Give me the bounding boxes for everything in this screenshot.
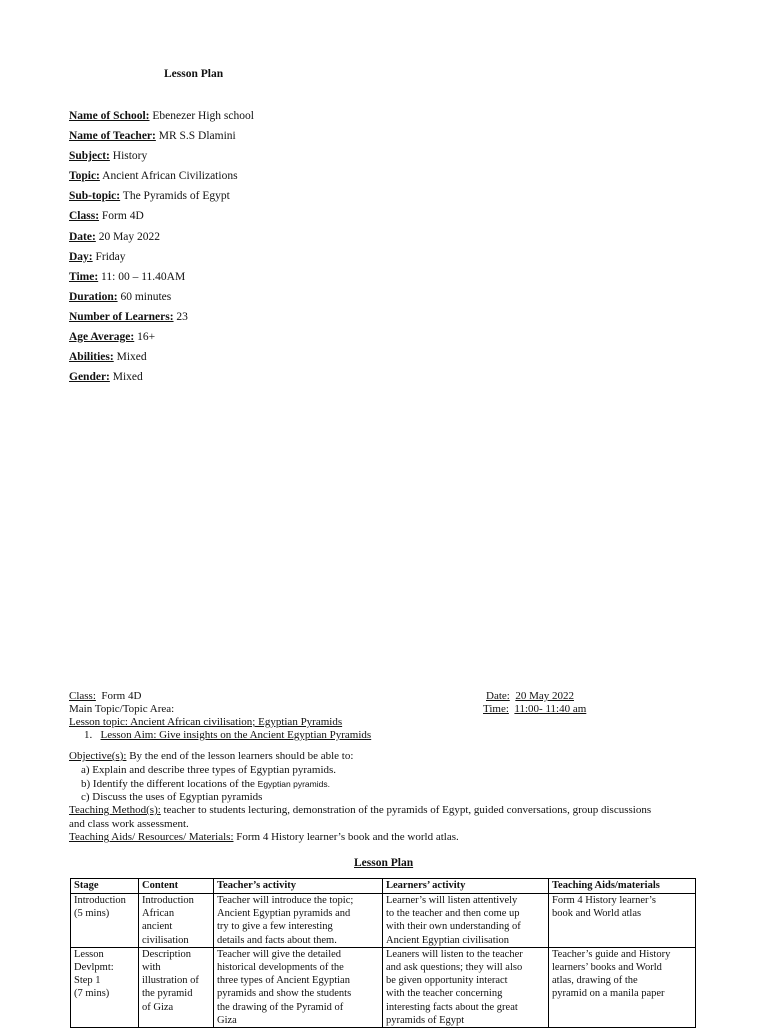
class-line <box>69 690 141 704</box>
table-row <box>71 947 696 1027</box>
field-label: Topic: <box>69 170 100 183</box>
cell-line: historical developments of the <box>217 962 344 974</box>
table-cell-content <box>139 947 214 1027</box>
lesson-details <box>69 108 254 389</box>
field-row <box>69 229 254 249</box>
methods-line1: teacher to students lecturing, demonstration of the pyramids of Egypt, guided conversations, group discussions <box>163 804 652 816</box>
cell-line: learners’ books and World <box>552 962 662 974</box>
class-value: Form 4D <box>101 690 142 702</box>
cell-line: pyramid on a manila paper <box>552 988 665 1000</box>
field-value: Ancient African Civilizations <box>102 170 238 183</box>
cell-line: the pyramid <box>142 988 193 1000</box>
cell-line: African <box>142 908 175 920</box>
cell-line: to the teacher and then come up <box>386 908 520 920</box>
table-cell-teacher <box>214 894 383 948</box>
class-label: Class: <box>69 690 96 702</box>
field-value: Mixed <box>116 351 147 364</box>
cell-line: Devlpmt: <box>74 962 114 974</box>
time-label: Time: <box>483 703 509 715</box>
cell-line: be given opportunity interact <box>386 975 508 987</box>
header-teacher-activity: Teacher’s activity <box>214 879 383 894</box>
field-label: Name of School: <box>69 110 150 122</box>
lesson-plan-table-title: Lesson Plan <box>354 857 414 869</box>
cell-line: and ask questions; they will also <box>386 962 523 974</box>
cell-line: with their own understanding of <box>386 921 521 933</box>
field-label: Duration: <box>69 290 118 303</box>
field-row <box>69 208 254 228</box>
header-content: Content <box>139 879 214 894</box>
objectives-line <box>69 750 353 764</box>
cell-line: Teacher will introduce the topic; <box>217 895 354 906</box>
table-cell-aids <box>549 947 696 1027</box>
date-label: Date: <box>486 690 510 702</box>
field-row <box>69 269 254 289</box>
cell-line: illustration of <box>142 975 199 987</box>
cell-line: of Giza <box>142 1001 174 1013</box>
field-value: MR S.S Dlamini <box>158 130 236 143</box>
lesson-plan-table <box>70 878 696 1028</box>
objective-a: a) Explain and describe three types of Egyptian pyramids. <box>81 764 337 776</box>
methods-label: Teaching Method(s): <box>69 804 161 816</box>
table-cell-aids <box>549 894 696 948</box>
table-row <box>71 894 696 948</box>
cell-line: Description <box>142 948 191 960</box>
objectives-label: Objective(s): <box>69 750 127 762</box>
field-label: Abilities: <box>69 351 114 364</box>
cell-line: Step 1 <box>74 975 101 987</box>
field-value: Form 4D <box>101 210 144 223</box>
field-label: Subject: <box>69 150 110 163</box>
table-cell-content <box>139 894 214 948</box>
cell-line: three types of Ancient Egyptian <box>217 975 350 987</box>
field-label: Name of Teacher: <box>69 130 156 143</box>
field-row <box>69 329 254 349</box>
field-row <box>69 249 254 269</box>
cell-line: Teacher’s guide and History <box>552 948 671 960</box>
field-value: Mixed <box>112 371 143 384</box>
cell-line: Giza <box>217 1014 237 1026</box>
objective-b-text: b) Identify the different locations of the <box>81 778 255 790</box>
header-stage: Stage <box>71 879 139 894</box>
field-row <box>69 369 254 389</box>
cell-line: Form 4 History learner’s <box>552 895 656 906</box>
cell-line: book and World atlas <box>552 908 642 920</box>
field-value: History <box>112 150 148 163</box>
table-cell-learners <box>383 894 549 948</box>
header-learners-activity: Learners’ activity <box>383 879 549 894</box>
cell-line: Teacher will give the detailed <box>217 948 342 960</box>
cell-line: (7 mins) <box>74 988 110 1000</box>
field-value: 60 minutes <box>120 290 172 303</box>
cell-line: the drawing of the Pyramid of <box>217 1001 344 1013</box>
field-row <box>69 188 254 208</box>
field-value: Ebenezer High school <box>152 110 254 122</box>
field-value: The Pyramids of Egypt <box>122 190 230 203</box>
main-topic: Main Topic/Topic Area: <box>69 703 175 715</box>
lesson-aim-text: Lesson Aim: Give insights on the Ancient Egyptian Pyramids <box>100 729 372 741</box>
time-value: 11:00- 11:40 am <box>514 703 587 715</box>
page-title: Lesson Plan <box>164 68 224 80</box>
field-value: Friday <box>95 250 126 263</box>
field-value: 16+ <box>137 331 156 344</box>
field-value: 23 <box>176 310 188 323</box>
lesson-topic: Lesson topic: Ancient African civilisation; Egyptian Pyramids <box>69 716 343 728</box>
cell-line: Lesson <box>74 948 104 960</box>
methods-line2: and class work assessment. <box>69 818 189 830</box>
field-label: Gender: <box>69 371 110 384</box>
field-label: Number of Learners: <box>69 310 174 323</box>
field-label: Time: <box>69 270 99 283</box>
cell-line: with <box>142 962 161 974</box>
field-row <box>69 349 254 369</box>
field-label: Sub-topic: <box>69 190 121 203</box>
teaching-aids <box>69 831 459 845</box>
cell-line: Ancient Egyptian civilisation <box>386 934 510 946</box>
cell-line: ancient <box>142 921 173 933</box>
teaching-methods <box>69 804 651 818</box>
field-row <box>69 289 254 309</box>
cell-line: try to give a few interesting <box>217 921 333 933</box>
objectives-intro: By the end of the lesson learners should be able to: <box>129 750 354 762</box>
table-header-row <box>71 879 696 894</box>
time-line <box>483 703 586 717</box>
cell-line: pyramids of Egypt <box>386 1014 465 1026</box>
table-cell-stage <box>71 947 139 1027</box>
aids-label: Teaching Aids/ Resources/ Materials: <box>69 831 234 843</box>
date-value: 20 May 2022 <box>515 690 574 702</box>
cell-line: details and facts about them. <box>217 934 337 946</box>
field-label: Date: <box>69 230 96 243</box>
cell-line: Leaners will listen to the teacher <box>386 948 523 960</box>
field-label: Age Average: <box>69 331 135 344</box>
table-cell-stage <box>71 894 139 948</box>
cell-line: (5 mins) <box>74 908 110 920</box>
header-teaching-aids: Teaching Aids/materials <box>549 879 696 894</box>
field-row <box>69 128 254 148</box>
cell-line: with the teacher concerning <box>386 988 503 1000</box>
field-label: Class: <box>69 210 100 223</box>
field-row <box>69 148 254 168</box>
objective-b <box>81 778 330 792</box>
lesson-aim <box>84 729 371 743</box>
cell-line: Ancient Egyptian pyramids and <box>217 908 351 920</box>
lesson-aim-number: 1. <box>84 729 93 741</box>
field-row <box>69 168 254 188</box>
cell-line: Introduction <box>142 895 194 906</box>
cell-line: pyramids and show the students <box>217 988 352 1000</box>
field-value: 20 May 2022 <box>98 230 161 243</box>
objective-c: c) Discuss the uses of Egyptian pyramids <box>81 791 263 803</box>
cell-line: Introduction <box>74 895 126 906</box>
table-cell-learners <box>383 947 549 1027</box>
field-row <box>69 108 254 128</box>
date-line <box>486 690 574 704</box>
field-row <box>69 309 254 329</box>
field-label: Day: <box>69 250 93 263</box>
aids-value: Form 4 History learner’s book and the world atlas. <box>236 831 459 843</box>
field-value: 11: 00 – 11.40AM <box>101 270 186 283</box>
cell-line: interesting facts about the great <box>386 1001 518 1013</box>
cell-line: Learner’s will listen attentively <box>386 895 518 906</box>
table-cell-teacher <box>214 947 383 1027</box>
cell-line: civilisation <box>142 934 189 946</box>
objective-b-small: Egyptian pyramids. <box>257 779 330 789</box>
cell-line: atlas, drawing of the <box>552 975 638 987</box>
